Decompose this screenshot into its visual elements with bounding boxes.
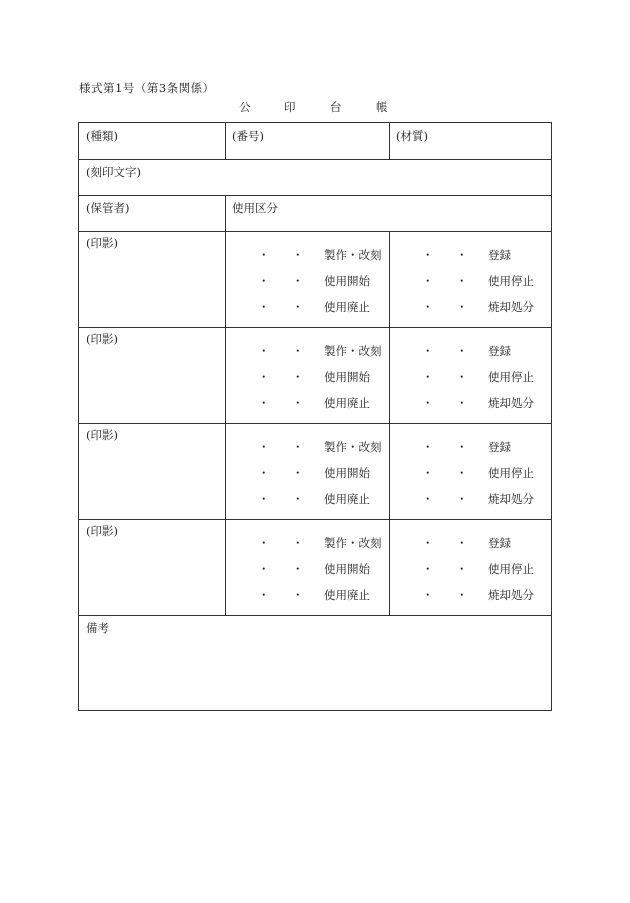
- date-dot: ・: [258, 466, 270, 480]
- date-dot: ・: [292, 370, 304, 384]
- remarks-label: 備考: [86, 621, 109, 635]
- impression-label: (印影): [86, 524, 118, 538]
- status-item: 使用開始: [324, 370, 370, 384]
- date-dot: ・: [456, 466, 468, 480]
- column-divider: [225, 123, 226, 159]
- date-dot: ・: [258, 588, 270, 602]
- date-dot: ・: [456, 536, 468, 550]
- status-item: 製作・改刻: [324, 440, 382, 454]
- status-item: 製作・改刻: [324, 536, 382, 550]
- date-dot: ・: [258, 300, 270, 314]
- date-dot: ・: [292, 396, 304, 410]
- status-item: 使用開始: [324, 274, 370, 288]
- custodian-label: (保管者): [86, 201, 130, 215]
- date-dot: ・: [422, 344, 434, 358]
- impression-row: [79, 231, 553, 327]
- date-dot: ・: [456, 344, 468, 358]
- date-dot: ・: [422, 536, 434, 550]
- document-title: [0, 99, 630, 115]
- date-dot: ・: [292, 248, 304, 262]
- status-item: 使用廃止: [324, 396, 370, 410]
- status-item: 登録: [488, 344, 511, 358]
- status-item: 焼却処分: [488, 300, 534, 314]
- material-label: (材質): [396, 129, 428, 143]
- date-dot: ・: [422, 396, 434, 410]
- date-dot: ・: [258, 440, 270, 454]
- date-dot: ・: [456, 440, 468, 454]
- impression-label: (印影): [86, 332, 118, 346]
- impression-label: (印影): [86, 428, 118, 442]
- date-dot: ・: [292, 588, 304, 602]
- date-dot: ・: [456, 370, 468, 384]
- status-item: 使用開始: [324, 562, 370, 576]
- date-dot: ・: [422, 466, 434, 480]
- date-dot: ・: [292, 300, 304, 314]
- status-item: 焼却処分: [488, 492, 534, 506]
- date-dot: ・: [422, 440, 434, 454]
- impression-row: [79, 327, 553, 423]
- engraving-label: (刻印文字): [86, 165, 141, 179]
- date-dot: ・: [292, 536, 304, 550]
- status-item: 使用開始: [324, 466, 370, 480]
- row-divider: [79, 195, 551, 196]
- title-char: 印: [284, 100, 296, 114]
- impression-row: [79, 519, 553, 615]
- date-dot: ・: [422, 370, 434, 384]
- status-item: 登録: [488, 536, 511, 550]
- column-divider: [389, 123, 390, 159]
- status-item: 製作・改刻: [324, 248, 382, 262]
- date-dot: ・: [422, 300, 434, 314]
- status-item: 登録: [488, 440, 511, 454]
- row-divider: [79, 615, 551, 616]
- date-dot: ・: [422, 562, 434, 576]
- type-label: (種類): [86, 129, 118, 143]
- status-item: 使用停止: [488, 274, 534, 288]
- status-item: 使用廃止: [324, 588, 370, 602]
- date-dot: ・: [258, 396, 270, 410]
- date-dot: ・: [292, 562, 304, 576]
- seal-register-table: [78, 122, 552, 711]
- impression-row: [79, 423, 553, 519]
- date-dot: ・: [422, 588, 434, 602]
- date-dot: ・: [422, 248, 434, 262]
- status-item: 使用停止: [488, 466, 534, 480]
- date-dot: ・: [422, 492, 434, 506]
- date-dot: ・: [258, 370, 270, 384]
- impression-label: (印影): [86, 236, 118, 250]
- title-char: 帳: [376, 100, 388, 114]
- date-dot: ・: [258, 492, 270, 506]
- status-item: 使用廃止: [324, 300, 370, 314]
- date-dot: ・: [456, 300, 468, 314]
- status-item: 使用廃止: [324, 492, 370, 506]
- status-item: 焼却処分: [488, 396, 534, 410]
- title-char: 公: [239, 100, 251, 114]
- status-item: 登録: [488, 248, 511, 262]
- date-dot: ・: [456, 562, 468, 576]
- status-item: 焼却処分: [488, 588, 534, 602]
- date-dot: ・: [456, 274, 468, 288]
- date-dot: ・: [292, 274, 304, 288]
- date-dot: ・: [258, 562, 270, 576]
- usage-label: 使用区分: [232, 201, 278, 215]
- date-dot: ・: [258, 344, 270, 358]
- status-item: 製作・改刻: [324, 344, 382, 358]
- date-dot: ・: [292, 466, 304, 480]
- date-dot: ・: [258, 536, 270, 550]
- status-item: 使用停止: [488, 370, 534, 384]
- date-dot: ・: [292, 492, 304, 506]
- form-number: 様式第1号（第3条関係）: [79, 81, 215, 95]
- date-dot: ・: [456, 588, 468, 602]
- status-item: 使用停止: [488, 562, 534, 576]
- number-label: (番号): [232, 129, 264, 143]
- date-dot: ・: [258, 274, 270, 288]
- row-divider: [79, 159, 551, 160]
- date-dot: ・: [456, 248, 468, 262]
- date-dot: ・: [422, 274, 434, 288]
- date-dot: ・: [258, 248, 270, 262]
- date-dot: ・: [292, 344, 304, 358]
- date-dot: ・: [456, 396, 468, 410]
- date-dot: ・: [456, 492, 468, 506]
- date-dot: ・: [292, 440, 304, 454]
- title-char: 台: [330, 100, 342, 114]
